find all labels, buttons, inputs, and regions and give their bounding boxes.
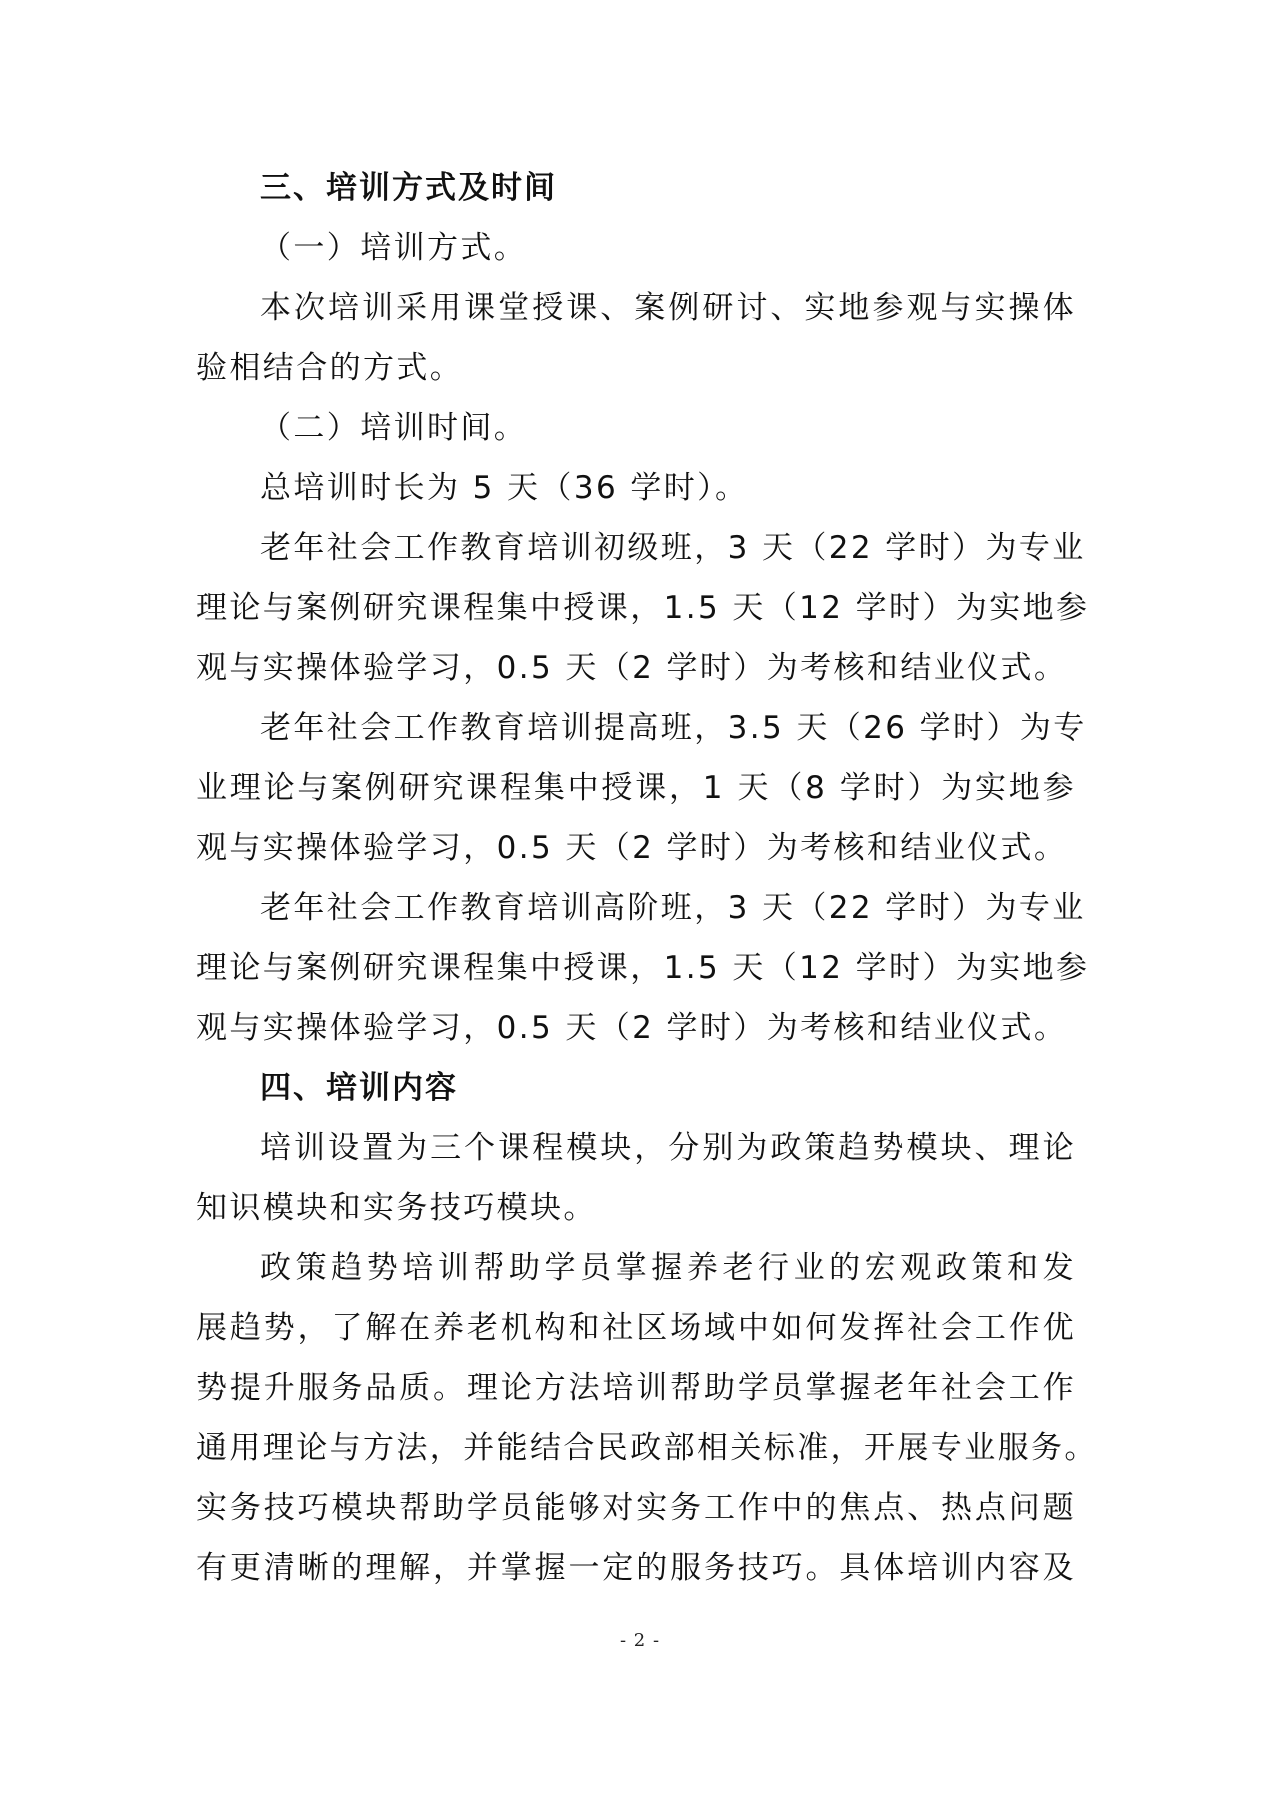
paragraph-line: 势提升服务品质。理论方法培训帮助学员掌握老年社会工作 [196, 1370, 1076, 1406]
paragraph-line: 通用理论与方法，并能结合民政部相关标准，开展专业服务。 [196, 1430, 1098, 1466]
paragraph-line: 有更清晰的理解，并掌握一定的服务技巧。具体培训内容及 [196, 1550, 1076, 1586]
section-heading-3: 三、培训方式及时间 [260, 170, 557, 206]
paragraph-line: 老年社会工作教育培训初级班，3 天（22 学时）为专业 [260, 530, 1086, 566]
paragraph-line: 理论与案例研究课程集中授课，1.5 天（12 学时）为实地参 [196, 590, 1090, 626]
paragraph-line: 展趋势，了解在养老机构和社区场域中如何发挥社会工作优 [196, 1310, 1076, 1346]
paragraph-line: 观与实操体验学习，0.5 天（2 学时）为考核和结业仪式。 [196, 830, 1068, 866]
document-body [196, 158, 1098, 1598]
paragraph-line: 知识模块和实务技巧模块。 [196, 1190, 597, 1226]
paragraph-line: 验相结合的方式。 [196, 350, 464, 386]
page-number: - 2 - [619, 1630, 661, 1651]
paragraph-line: 业理论与案例研究课程集中授课，1 天（8 学时）为实地参 [196, 770, 1076, 806]
paragraph-line: 理论与案例研究课程集中授课，1.5 天（12 学时）为实地参 [196, 950, 1090, 986]
paragraph-line: 老年社会工作教育培训高阶班，3 天（22 学时）为专业 [260, 890, 1086, 926]
paragraph-line: 本次培训采用课堂授课、案例研讨、实地参观与实操体 [260, 290, 1076, 326]
paragraph-line: 观与实操体验学习，0.5 天（2 学时）为考核和结业仪式。 [196, 1010, 1068, 1046]
subheading-training-method: （一）培训方式。 [260, 230, 528, 266]
paragraph-line: 实务技巧模块帮助学员能够对实务工作中的焦点、热点问题 [196, 1490, 1076, 1526]
paragraph-line: 老年社会工作教育培训提高班，3.5 天（26 学时）为专 [260, 710, 1087, 746]
subheading-training-time: （二）培训时间。 [260, 410, 528, 446]
section-heading-4: 四、培训内容 [260, 1070, 458, 1106]
paragraph-line: 观与实操体验学习，0.5 天（2 学时）为考核和结业仪式。 [196, 650, 1068, 686]
paragraph-line: 培训设置为三个课程模块，分别为政策趋势模块、理论 [260, 1130, 1076, 1166]
paragraph-line: 政策趋势培训帮助学员掌握养老行业的宏观政策和发 [260, 1250, 1076, 1286]
paragraph-line: 总培训时长为 5 天（36 学时）。 [260, 470, 749, 506]
